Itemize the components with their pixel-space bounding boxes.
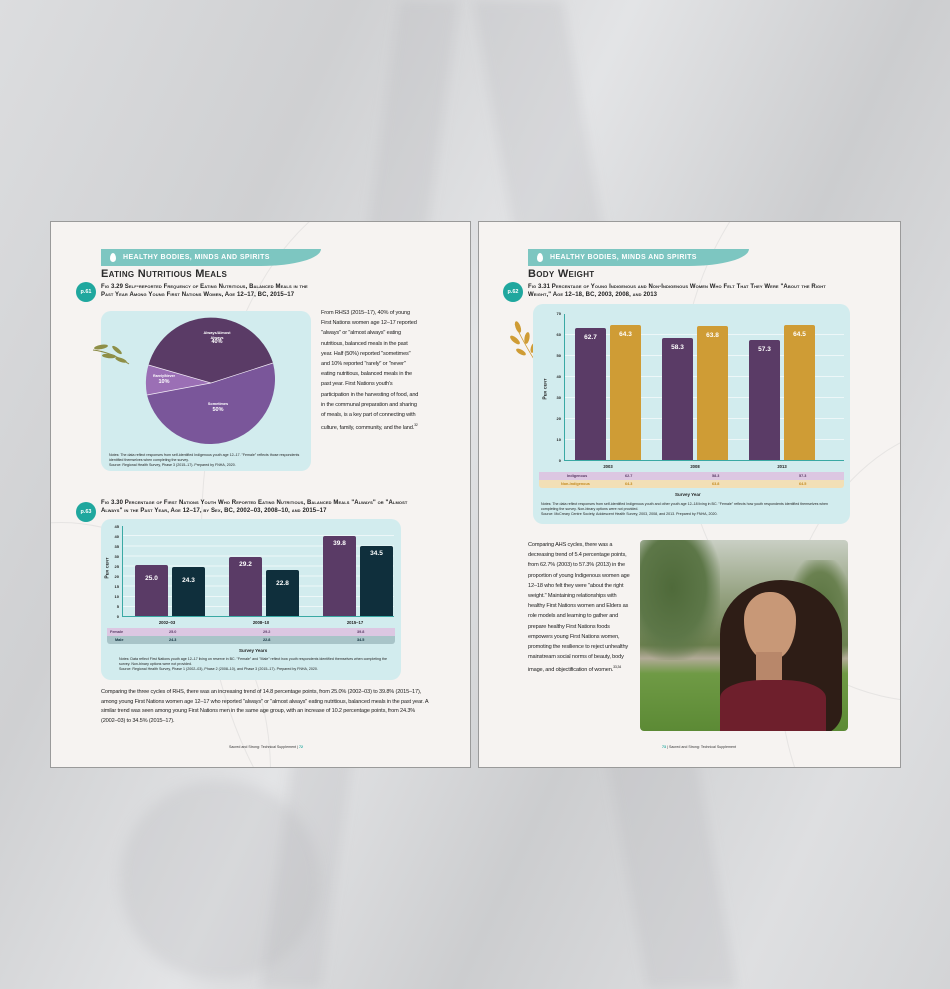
left-page: [50, 221, 471, 768]
portrait-photo: [640, 540, 848, 731]
plot-area: [122, 526, 394, 617]
pie-chart-panel: [101, 311, 311, 471]
section-banner: [528, 249, 749, 266]
feather-icon: [537, 253, 543, 262]
x-axis-label: Survey Years: [239, 648, 268, 653]
figure-title: Fig 3.30 Percentage of First Nations Youth Who Reported Eating Nutritious, Balanced Meals "Always" or "Almost Always" in the Past Year, Age 12–17, by Sex, BC, 2002–03, 2008–10, and 2015–17: [101, 500, 408, 514]
body-paragraph: Comparing the three cycles of RHS, there was an increasing trend of 14.8 percentage points, from 25.0% (2002–03) to 39.8% (2015–17), among young First Nations women age 12–17 who reported "always" or "almost always" eating nutritious, balanced meals in the past year. A similar trend was seen among young First Nations men in the same age group, with an increase of 10.2 percentage points, from 24.3% (2002–03) to 34.5% (2015–17).: [101, 689, 429, 724]
photo-trees: [640, 540, 720, 660]
bar-non-indigenous-2008[interactable]: 63.8: [697, 326, 728, 460]
legend-row-indigenous: Indigenous 62.7 58.3 57.3: [539, 472, 844, 480]
x-category-label: 2013: [777, 464, 787, 469]
legend-row-female: Female 25.0 29.2 39.8: [107, 628, 395, 636]
page-footer: 73 | Sacred and Strong: Technical Supplement: [662, 745, 736, 749]
feather-icon: [110, 253, 116, 262]
bar-indigenous-2008[interactable]: 58.3: [662, 338, 693, 460]
banner-label: HEALTHY BODIES, MINDS AND SPIRITS: [123, 254, 270, 261]
photo-top: [720, 680, 826, 731]
pie-label-rarely: Rarely/Never 10%: [153, 374, 175, 385]
bar-female-2015[interactable]: 39.8: [323, 536, 356, 617]
bar-non-indigenous-2003[interactable]: 64.3: [610, 325, 641, 460]
bar-male-2015[interactable]: 34.5: [360, 546, 393, 616]
page-ref-badge[interactable]: p.63: [76, 502, 96, 522]
bg-texture: [120, 780, 320, 980]
x-category-label: 2015–17: [346, 620, 364, 625]
bar-female-2008[interactable]: 29.2: [229, 557, 262, 616]
x-axis-label: Survey Year: [675, 492, 701, 497]
chart-notes: Notes: Data reflect First Nations youth age 12–17 living on reserve in BC. "Female" and "Male" reflect how youth respondents identified themselves when completing the survey. Non-binary options were not provided. Source: Regional Health Survey, Phase 1 (2002–03), Phase 2 (2008–10), and Phase 3 (2015–17). Prepared by FNHA, 2020.: [119, 657, 387, 671]
legend-row-non-indigenous: Non-Indigenous 64.3 63.8 64.5: [539, 480, 844, 488]
legend-row-male: Male 24.3 22.8 34.5: [107, 636, 395, 644]
body-paragraph: From RHS3 (2015–17), 40% of young First Nations women age 12–17 reported "always" or "almost always" eating nutritious, balanced meals in the past year. Half (50%) reported "sometimes" and 10% reported "rarely" or "never" eating nutritious, balanced meals in the past year. First Nations youth's participation in the harvesting of food, and in the communal preparation and sharing of meals, is a key part of connecting with culture, family, community, and the land.$^{32}$: [321, 310, 419, 432]
bar-non-indigenous-2013[interactable]: 64.5: [784, 325, 815, 460]
x-category-label: 2003: [603, 464, 613, 469]
y-axis-label: Per cent: [104, 557, 111, 579]
bar-female-2002[interactable]: 25.0: [135, 565, 168, 616]
chart-notes: Notes: The data reflect responses from self-identified Indigenous youth and other youth age 12–18 living in BC. "Female" reflects how youth respondents identified themselves when completing the survey. Non-binary options were not provided. Source: McCreary Centre Society, Adolescent Health Survey, 2003, 2008, and 2013. Prepared by FNHA, 2020.: [541, 502, 828, 516]
bar-chart-panel: Per cent 45 40 35 30 25 20 15 10 5 0 25.0 24.3 29.2 22.8 39.8 34.5 2002–03 2008–10 2015–17 Female 25.0 29.2 39.8 Male 24.3 22.8 34.5 Survey Years Notes: Data reflect First Nations youth age 12–17 living on reserve in BC. "Female" and "Male" reflect how youth respondents identified themselves when completing the survey. Non-binary options were not provided. Source: Regional Health Survey, Phase 1 (2002–03), Phase 2 (2008–10), and Phase 3 (2015–17). Prepared by FNHA, 2020.: [101, 519, 401, 680]
section-banner: [101, 249, 321, 266]
bar-indigenous-2003[interactable]: 62.7: [575, 328, 606, 460]
bar-chart-panel: Per cent 70 60 50 40 30 20 10 0 62.7 64.3 58.3 63.8 57.3 64.5 2003 2008 2013 Indigenous 62.7 58.3 57.3 Non-Indigenous 64.3 63.8 64.5 Survey Year Notes: The data reflect responses from self-identified Indigenous youth and other youth age 12–18 living in BC. "Female" reflects how youth respondents identified themselves when completing the survey. Non-binary options were not provided. Source: McCreary Centre Society, Adolescent Health Survey, 2003, 2008, and 2013. Prepared by FNHA, 2020.: [533, 304, 850, 524]
plot-area: [564, 314, 844, 461]
section-title: Eating Nutritious Meals: [101, 268, 228, 280]
bar-male-2002[interactable]: 24.3: [172, 567, 205, 616]
olive-leaf-icon: [91, 342, 131, 366]
y-axis-label: Per cent: [542, 378, 549, 400]
chart-notes: Notes: The data reflect responses from self-identified Indigenous youth age 12–17. "Female" reflects those respondents identified themselves when completing the survey. Source: Regional Health Survey, Phase 3 (2015–17). Prepared by FNHA, 2020.: [109, 453, 300, 467]
section-title: Body Weight: [528, 268, 595, 280]
page-footer: Sacred and Strong: Technical Supplement | 72: [229, 745, 303, 749]
x-category-label: 2008–10: [252, 620, 270, 625]
page-ref-badge[interactable]: p.61: [76, 282, 96, 302]
photo-neck: [756, 652, 782, 682]
bar-indigenous-2013[interactable]: 57.3: [749, 340, 780, 460]
page-ref-badge[interactable]: p.62: [503, 282, 523, 302]
x-category-label: 2008: [690, 464, 700, 469]
bar-male-2008[interactable]: 22.8: [266, 570, 299, 616]
pie-label-sometimes: Sometimes 50%: [207, 402, 229, 413]
figure-title: Fig 3.29 Self-reported Frequency of Eating Nutritious, Balanced Meals in the Past Year Among Young First Nations Women, Age 12–17, BC, 2015–17: [101, 284, 308, 298]
figure-title: Fig 3.31 Percentage of Young Indigenous and Non-Indigenous Women Who Felt That They Were "About the Right Weight," Age 12–18, BC, 2003, 2008, and 2013: [528, 284, 826, 298]
x-category-label: 2002–03: [158, 620, 176, 625]
right-page: [478, 221, 901, 768]
photo-face: [744, 592, 796, 660]
banner-label: HEALTHY BODIES, MINDS AND SPIRITS: [550, 254, 697, 261]
pie-label-always: Always/Almost Always 40%: [203, 331, 231, 346]
body-paragraph: Comparing AHS cycles, there was a decreasing trend of 5.4 percentage points, from 62.7% (2003) to 57.3% (2013) in the proportion of young Indigenous women age 12–18 who felt they were "about the right weight." Maintaining relationships with healthy First Nations women and Elders as role models and learning to gather and prepare healthy First Nations foods empowers young First Nations women, promoting the resilience to reject unhealthy mainstream social norms of beauty, body image, and objectification of women.$^{33,34}$: [528, 542, 630, 674]
